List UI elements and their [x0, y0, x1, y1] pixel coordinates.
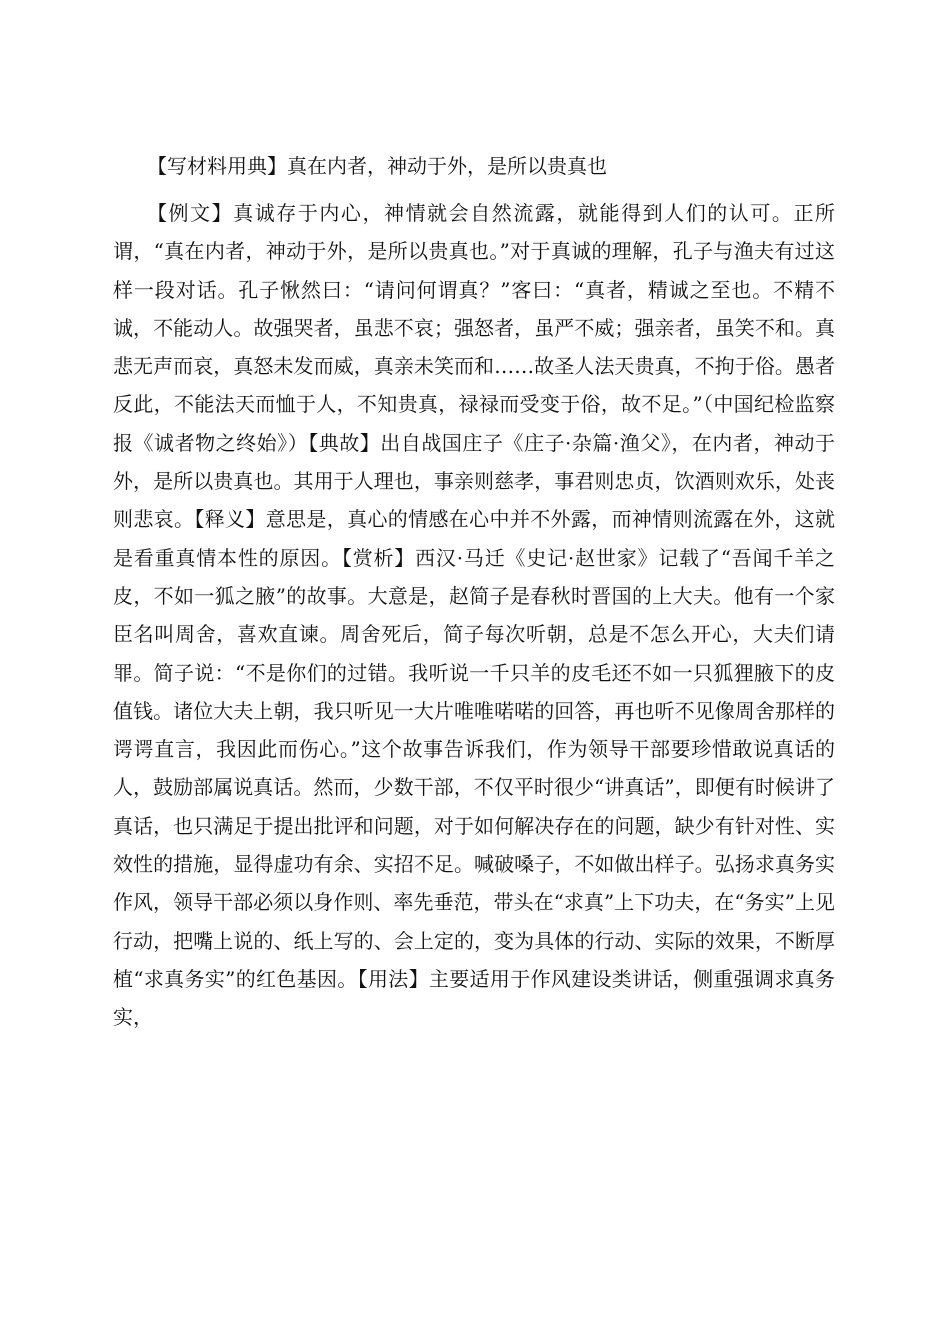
appreciation-text-segment: 【赏析】西汉·马迁《史记·赵世家》记载了“吾闻千羊之皮，不如一狐之腋”的故事。大意是，赵简子是春秋时晋国的上大夫。他有一个家臣名叫周舍，喜欢直谏。周舍死后，简子每次听朝，总是不怎么开心，大夫们请罪。简子说：“不是你们的过错。我听说一千只羊的皮毛还不如一只狐狸腋下的皮值钱。诸位大夫上朝，我只听见一大片唯唯喏喏的回答，再也听不见像周舍那样的谔谔直言，我因此而伤心。”这个故事告诉我们，作为领导干部要珍惜敢说真话的人，鼓励部属说真话。然而，少数干部，不仅平时很少“讲真话”，即便有时候讲了真话，也只满足于提出批评和问题，对于如何解决存在的问题，缺少有针对性、实效性的措施，显得虚功有余、实招不足。喊破嗓子，不如做出样子。弘扬求真务实作风，领导干部必须以身作则、率先垂范，带头在“求真”上下功夫，在“务实”上见行动，把嘴上说的、纸上写的、会上定的，变为具体的行动、实际的效果，不断厚植“求真务实”的红色基因。: [113, 545, 836, 991]
usage-text-segment: 【用法】主要适用于作风建设类讲话，侧重强调求真务实，: [113, 966, 836, 1030]
example-text-segment: 【例文】真诚存于内心，神情就会自然流露，就能得到人们的认可。正所谓，“真在内者，神动于外，是所以贵真也。”对于真诚的理解，孔子与渔夫有过这样一段对话。孔子愀然曰：“请问何谓真？”客曰：“真者，精诚之至也。不精不诚，不能动人。故强哭者，虽悲不哀；强怒者，虽严不威；强亲者，虽笑不和。真悲无声而哀，真怒未发而威，真亲未笑而和……故圣人法天贵真，不拘于俗。愚者反此，不能法天而恤于人，不知贵真，禄禄而受变于俗，故不足。”（中国纪检监察报《诚者物之终始》）: [113, 201, 835, 455]
allusion-text-segment: 【典故】出自战国庄子《庄子·杂篇·渔父》，在内者，神动于外，是所以贵真也。其用于人理也，事亲则慈孝，事君则忠贞，饮酒则欢乐，处丧则悲哀。: [113, 430, 836, 532]
document-heading: 【写材料用典】真在内者，神动于外，是所以贵真也: [147, 154, 607, 178]
document-body-paragraph: [113, 194, 835, 1037]
meaning-text-segment: 【释义】意思是，真心的情感在心中并不外露，而神情则流露在外，这就是看重真情本性的原因。: [113, 507, 836, 570]
